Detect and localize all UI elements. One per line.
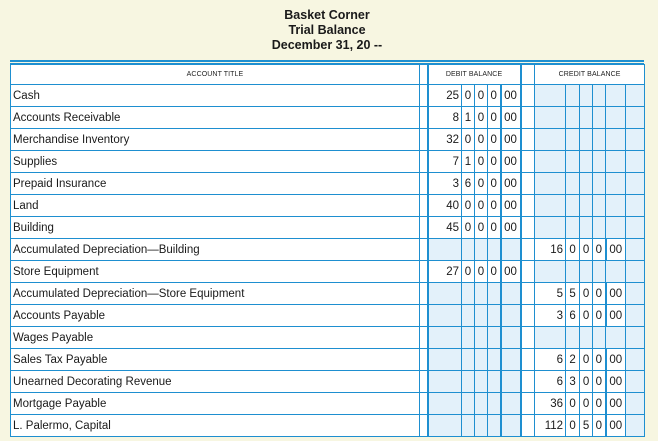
table-row <box>11 217 645 239</box>
debit-ones-cell[interactable]: 0 <box>488 195 501 217</box>
account-title-cell[interactable]: Prepaid Insurance <box>11 173 420 195</box>
debit-thousands-cell[interactable]: 32 <box>428 129 462 151</box>
column-separator <box>521 305 535 327</box>
credit-cents-cell[interactable] <box>606 129 626 151</box>
debit-cents-cell[interactable]: 00 <box>501 173 521 195</box>
column-separator <box>420 371 428 393</box>
credit-margin-cell <box>626 217 645 239</box>
credit-ones-cell[interactable]: 0 <box>593 393 606 415</box>
table-row <box>11 349 645 371</box>
account-title-header: ACCOUNT TITLE <box>11 65 420 85</box>
debit-cents-cell[interactable] <box>501 283 521 305</box>
debit-thousands-cell[interactable]: 45 <box>428 217 462 239</box>
credit-tens-cell[interactable] <box>580 151 593 173</box>
table-row <box>11 305 645 327</box>
credit-ones-cell[interactable] <box>593 129 606 151</box>
debit-hundreds-cell[interactable] <box>462 305 475 327</box>
credit-cents-cell[interactable]: 00 <box>606 283 626 305</box>
credit-thousands-cell[interactable] <box>535 195 566 217</box>
column-separator <box>521 393 535 415</box>
account-title-cell[interactable]: Store Equipment <box>11 261 420 283</box>
account-title-cell[interactable]: Accumulated Depreciation—Store Equipment <box>11 283 420 305</box>
column-separator <box>420 327 428 349</box>
column-separator <box>420 239 428 261</box>
debit-tens-cell[interactable]: 0 <box>475 129 488 151</box>
column-separator <box>420 415 428 437</box>
debit-thousands-cell[interactable] <box>428 283 462 305</box>
debit-ones-cell[interactable] <box>488 415 501 437</box>
credit-ones-cell[interactable] <box>593 261 606 283</box>
account-title-cell[interactable]: Supplies <box>11 151 420 173</box>
debit-cents-cell[interactable] <box>501 305 521 327</box>
debit-thousands-cell[interactable]: 3 <box>428 173 462 195</box>
credit-hundreds-cell[interactable] <box>566 173 580 195</box>
credit-ones-cell[interactable] <box>593 195 606 217</box>
debit-hundreds-cell[interactable]: 0 <box>462 217 475 239</box>
debit-cents-cell[interactable]: 00 <box>501 261 521 283</box>
credit-cents-cell[interactable] <box>606 173 626 195</box>
account-title-cell[interactable]: Accumulated Depreciation—Building <box>11 239 420 261</box>
column-separator <box>521 371 535 393</box>
table-row <box>11 129 645 151</box>
credit-thousands-cell[interactable]: 6 <box>535 349 566 371</box>
credit-thousands-cell[interactable]: 16 <box>535 239 566 261</box>
debit-tens-cell[interactable] <box>475 283 488 305</box>
debit-hundreds-cell[interactable] <box>462 393 475 415</box>
credit-cents-cell[interactable] <box>606 151 626 173</box>
column-separator <box>521 129 535 151</box>
account-title-cell[interactable]: Mortgage Payable <box>11 393 420 415</box>
debit-ones-cell[interactable]: 0 <box>488 217 501 239</box>
credit-ones-cell[interactable] <box>593 85 606 107</box>
debit-hundreds-cell[interactable] <box>462 239 475 261</box>
column-header-row <box>11 65 645 85</box>
debit-ones-cell[interactable]: 0 <box>488 261 501 283</box>
credit-ones-cell[interactable]: 0 <box>593 305 606 327</box>
credit-hundreds-cell[interactable]: 3 <box>566 371 580 393</box>
credit-tens-cell[interactable] <box>580 129 593 151</box>
column-separator <box>521 239 535 261</box>
credit-margin-cell <box>626 107 645 129</box>
statement-heading <box>10 0 644 60</box>
top-rule <box>10 60 644 62</box>
debit-cents-cell[interactable]: 00 <box>501 195 521 217</box>
debit-tens-cell[interactable] <box>475 393 488 415</box>
debit-tens-cell[interactable] <box>475 415 488 437</box>
credit-margin-cell <box>626 305 645 327</box>
credit-margin-cell <box>626 371 645 393</box>
credit-ones-cell[interactable]: 0 <box>593 239 606 261</box>
credit-thousands-cell[interactable]: 112 <box>535 415 566 437</box>
debit-hundreds-cell[interactable]: 0 <box>462 261 475 283</box>
column-separator <box>420 85 428 107</box>
trial-balance-table <box>10 64 645 437</box>
column-separator <box>420 217 428 239</box>
credit-cents-cell[interactable]: 00 <box>606 415 626 437</box>
debit-ones-cell[interactable]: 0 <box>488 107 501 129</box>
debit-ones-cell[interactable]: 0 <box>488 129 501 151</box>
column-separator <box>420 305 428 327</box>
table-row <box>11 393 645 415</box>
column-separator <box>420 65 428 85</box>
credit-margin-cell <box>626 151 645 173</box>
debit-ones-cell[interactable] <box>488 283 501 305</box>
account-title-cell[interactable]: Accounts Receivable <box>11 107 420 129</box>
credit-cents-cell[interactable]: 00 <box>606 393 626 415</box>
credit-ones-cell[interactable]: 0 <box>593 415 606 437</box>
credit-hundreds-cell[interactable] <box>566 327 580 349</box>
credit-ones-cell[interactable]: 0 <box>593 371 606 393</box>
debit-cents-cell[interactable]: 00 <box>501 129 521 151</box>
debit-ones-cell[interactable]: 0 <box>488 151 501 173</box>
account-title-cell[interactable]: Land <box>11 195 420 217</box>
debit-tens-cell[interactable] <box>475 327 488 349</box>
table-row <box>11 327 645 349</box>
credit-thousands-cell[interactable] <box>535 327 566 349</box>
debit-thousands-cell[interactable] <box>428 371 462 393</box>
debit-ones-cell[interactable] <box>488 393 501 415</box>
credit-hundreds-cell[interactable]: 6 <box>566 305 580 327</box>
column-separator <box>521 349 535 371</box>
credit-hundreds-cell[interactable]: 2 <box>566 349 580 371</box>
credit-hundreds-cell[interactable] <box>566 85 580 107</box>
debit-tens-cell[interactable] <box>475 305 488 327</box>
credit-thousands-cell[interactable]: 6 <box>535 371 566 393</box>
debit-ones-cell[interactable] <box>488 349 501 371</box>
credit-margin-cell <box>626 283 645 305</box>
debit-ones-cell[interactable] <box>488 305 501 327</box>
credit-hundreds-cell[interactable]: 0 <box>566 415 580 437</box>
debit-tens-cell[interactable] <box>475 349 488 371</box>
debit-cents-cell[interactable]: 00 <box>501 107 521 129</box>
column-separator <box>521 85 535 107</box>
debit-tens-cell[interactable]: 0 <box>475 195 488 217</box>
credit-thousands-cell[interactable] <box>535 129 566 151</box>
table-row <box>11 283 645 305</box>
debit-ones-cell[interactable] <box>488 239 501 261</box>
credit-hundreds-cell[interactable] <box>566 261 580 283</box>
credit-tens-cell[interactable]: 0 <box>580 283 593 305</box>
credit-cents-cell[interactable] <box>606 327 626 349</box>
account-title-cell[interactable]: L. Palermo, Capital <box>11 415 420 437</box>
credit-cents-cell[interactable]: 00 <box>606 305 626 327</box>
credit-thousands-cell[interactable] <box>535 261 566 283</box>
credit-cents-cell[interactable] <box>606 261 626 283</box>
credit-hundreds-cell[interactable] <box>566 151 580 173</box>
debit-thousands-cell[interactable] <box>428 305 462 327</box>
credit-cents-cell[interactable] <box>606 85 626 107</box>
credit-ones-cell[interactable] <box>593 327 606 349</box>
account-title-cell[interactable]: Unearned Decorating Revenue <box>11 371 420 393</box>
credit-ones-cell[interactable] <box>593 151 606 173</box>
account-title-cell[interactable]: Sales Tax Payable <box>11 349 420 371</box>
credit-tens-cell[interactable]: 0 <box>580 305 593 327</box>
credit-thousands-cell[interactable] <box>535 85 566 107</box>
credit-hundreds-cell[interactable] <box>566 107 580 129</box>
credit-tens-cell[interactable]: 0 <box>580 239 593 261</box>
debit-hundreds-cell[interactable]: 0 <box>462 129 475 151</box>
debit-tens-cell[interactable]: 0 <box>475 173 488 195</box>
column-separator <box>420 283 428 305</box>
statement-title: Trial Balance <box>288 23 366 37</box>
credit-margin-cell <box>626 415 645 437</box>
credit-ones-cell[interactable]: 0 <box>593 349 606 371</box>
account-title-cell[interactable]: Merchandise Inventory <box>11 129 420 151</box>
credit-tens-cell[interactable] <box>580 85 593 107</box>
debit-hundreds-cell[interactable]: 6 <box>462 173 475 195</box>
debit-hundreds-cell[interactable] <box>462 283 475 305</box>
credit-tens-cell[interactable]: 5 <box>580 415 593 437</box>
credit-tens-cell[interactable]: 0 <box>580 393 593 415</box>
debit-tens-cell[interactable]: 0 <box>475 107 488 129</box>
debit-cents-cell[interactable]: 00 <box>501 85 521 107</box>
table-row <box>11 85 645 107</box>
credit-margin-cell <box>626 239 645 261</box>
account-title-cell[interactable]: Cash <box>11 85 420 107</box>
credit-thousands-cell[interactable] <box>535 107 566 129</box>
account-title-cell[interactable]: Accounts Payable <box>11 305 420 327</box>
column-separator <box>420 349 428 371</box>
statement-date: December 31, 20 -- <box>271 38 383 52</box>
debit-cents-cell[interactable] <box>501 393 521 415</box>
credit-hundreds-cell[interactable]: 0 <box>566 239 580 261</box>
credit-cents-cell[interactable] <box>606 195 626 217</box>
credit-hundreds-cell[interactable] <box>566 195 580 217</box>
debit-ones-cell[interactable]: 0 <box>488 173 501 195</box>
column-separator <box>521 283 535 305</box>
debit-hundreds-cell[interactable]: 0 <box>462 85 475 107</box>
credit-cents-cell[interactable] <box>606 217 626 239</box>
credit-cents-cell[interactable]: 00 <box>606 371 626 393</box>
table-row <box>11 371 645 393</box>
debit-thousands-cell[interactable]: 27 <box>428 261 462 283</box>
column-separator <box>521 195 535 217</box>
column-separator <box>420 195 428 217</box>
credit-tens-cell[interactable]: 0 <box>580 349 593 371</box>
debit-tens-cell[interactable]: 0 <box>475 217 488 239</box>
credit-thousands-cell[interactable] <box>535 173 566 195</box>
credit-thousands-cell[interactable]: 3 <box>535 305 566 327</box>
credit-margin-cell <box>626 261 645 283</box>
credit-margin-cell <box>626 393 645 415</box>
debit-thousands-cell[interactable]: 8 <box>428 107 462 129</box>
debit-tens-cell[interactable]: 0 <box>475 85 488 107</box>
credit-balance-header: CREDIT BALANCE <box>535 65 645 85</box>
debit-cents-cell[interactable] <box>501 327 521 349</box>
credit-cents-cell[interactable]: 00 <box>606 239 626 261</box>
debit-cents-cell[interactable] <box>501 371 521 393</box>
table-row <box>11 151 645 173</box>
column-separator <box>521 415 535 437</box>
table-row <box>11 195 645 217</box>
column-separator <box>521 107 535 129</box>
debit-thousands-cell[interactable] <box>428 239 462 261</box>
credit-tens-cell[interactable] <box>580 107 593 129</box>
credit-thousands-cell[interactable]: 36 <box>535 393 566 415</box>
credit-ones-cell[interactable] <box>593 217 606 239</box>
credit-margin-cell <box>626 195 645 217</box>
debit-ones-cell[interactable] <box>488 327 501 349</box>
credit-hundreds-cell[interactable]: 5 <box>566 283 580 305</box>
credit-tens-cell[interactable] <box>580 327 593 349</box>
credit-thousands-cell[interactable] <box>535 217 566 239</box>
table-row <box>11 415 645 437</box>
credit-hundreds-cell[interactable] <box>566 217 580 239</box>
debit-thousands-cell[interactable] <box>428 393 462 415</box>
debit-hundreds-cell[interactable]: 1 <box>462 107 475 129</box>
column-separator <box>420 107 428 129</box>
credit-cents-cell[interactable]: 00 <box>606 349 626 371</box>
credit-tens-cell[interactable] <box>580 217 593 239</box>
credit-tens-cell[interactable] <box>580 173 593 195</box>
credit-ones-cell[interactable]: 0 <box>593 283 606 305</box>
credit-thousands-cell[interactable]: 5 <box>535 283 566 305</box>
column-separator <box>521 217 535 239</box>
table-row <box>11 107 645 129</box>
credit-ones-cell[interactable] <box>593 173 606 195</box>
column-separator <box>420 129 428 151</box>
debit-cents-cell[interactable]: 00 <box>501 217 521 239</box>
table-row <box>11 173 645 195</box>
credit-tens-cell[interactable]: 0 <box>580 371 593 393</box>
debit-thousands-cell[interactable]: 25 <box>428 85 462 107</box>
debit-thousands-cell[interactable]: 7 <box>428 151 462 173</box>
credit-hundreds-cell[interactable] <box>566 129 580 151</box>
debit-cents-cell[interactable]: 00 <box>501 151 521 173</box>
debit-hundreds-cell[interactable] <box>462 327 475 349</box>
credit-thousands-cell[interactable] <box>535 151 566 173</box>
debit-hundreds-cell[interactable]: 0 <box>462 195 475 217</box>
column-separator <box>521 151 535 173</box>
debit-tens-cell[interactable]: 0 <box>475 151 488 173</box>
column-separator <box>420 393 428 415</box>
debit-thousands-cell[interactable] <box>428 415 462 437</box>
column-separator <box>521 173 535 195</box>
column-separator <box>521 327 535 349</box>
credit-ones-cell[interactable] <box>593 107 606 129</box>
debit-hundreds-cell[interactable] <box>462 371 475 393</box>
credit-margin-cell <box>626 85 645 107</box>
debit-balance-header: DEBIT BALANCE <box>428 65 521 85</box>
credit-margin-cell <box>626 129 645 151</box>
debit-thousands-cell[interactable]: 40 <box>428 195 462 217</box>
debit-cents-cell[interactable] <box>501 349 521 371</box>
credit-hundreds-cell[interactable]: 0 <box>566 393 580 415</box>
debit-hundreds-cell[interactable] <box>462 415 475 437</box>
credit-margin-cell <box>626 327 645 349</box>
column-separator <box>521 65 535 85</box>
column-separator <box>420 151 428 173</box>
debit-cents-cell[interactable] <box>501 415 521 437</box>
debit-cents-cell[interactable] <box>501 239 521 261</box>
credit-margin-cell <box>626 173 645 195</box>
credit-tens-cell[interactable] <box>580 195 593 217</box>
debit-ones-cell[interactable]: 0 <box>488 85 501 107</box>
column-separator <box>521 261 535 283</box>
debit-hundreds-cell[interactable]: 1 <box>462 151 475 173</box>
table-row <box>11 239 645 261</box>
account-title-cell[interactable]: Wages Payable <box>11 327 420 349</box>
debit-thousands-cell[interactable] <box>428 349 462 371</box>
credit-cents-cell[interactable] <box>606 107 626 129</box>
column-separator <box>420 261 428 283</box>
credit-margin-cell <box>626 349 645 371</box>
debit-ones-cell[interactable] <box>488 371 501 393</box>
debit-tens-cell[interactable] <box>475 371 488 393</box>
debit-tens-cell[interactable]: 0 <box>475 261 488 283</box>
debit-hundreds-cell[interactable] <box>462 349 475 371</box>
debit-tens-cell[interactable] <box>475 239 488 261</box>
company-name: Basket Corner <box>284 8 370 22</box>
account-title-cell[interactable]: Building <box>11 217 420 239</box>
table-row <box>11 261 645 283</box>
debit-thousands-cell[interactable] <box>428 327 462 349</box>
column-separator <box>420 173 428 195</box>
credit-tens-cell[interactable] <box>580 261 593 283</box>
